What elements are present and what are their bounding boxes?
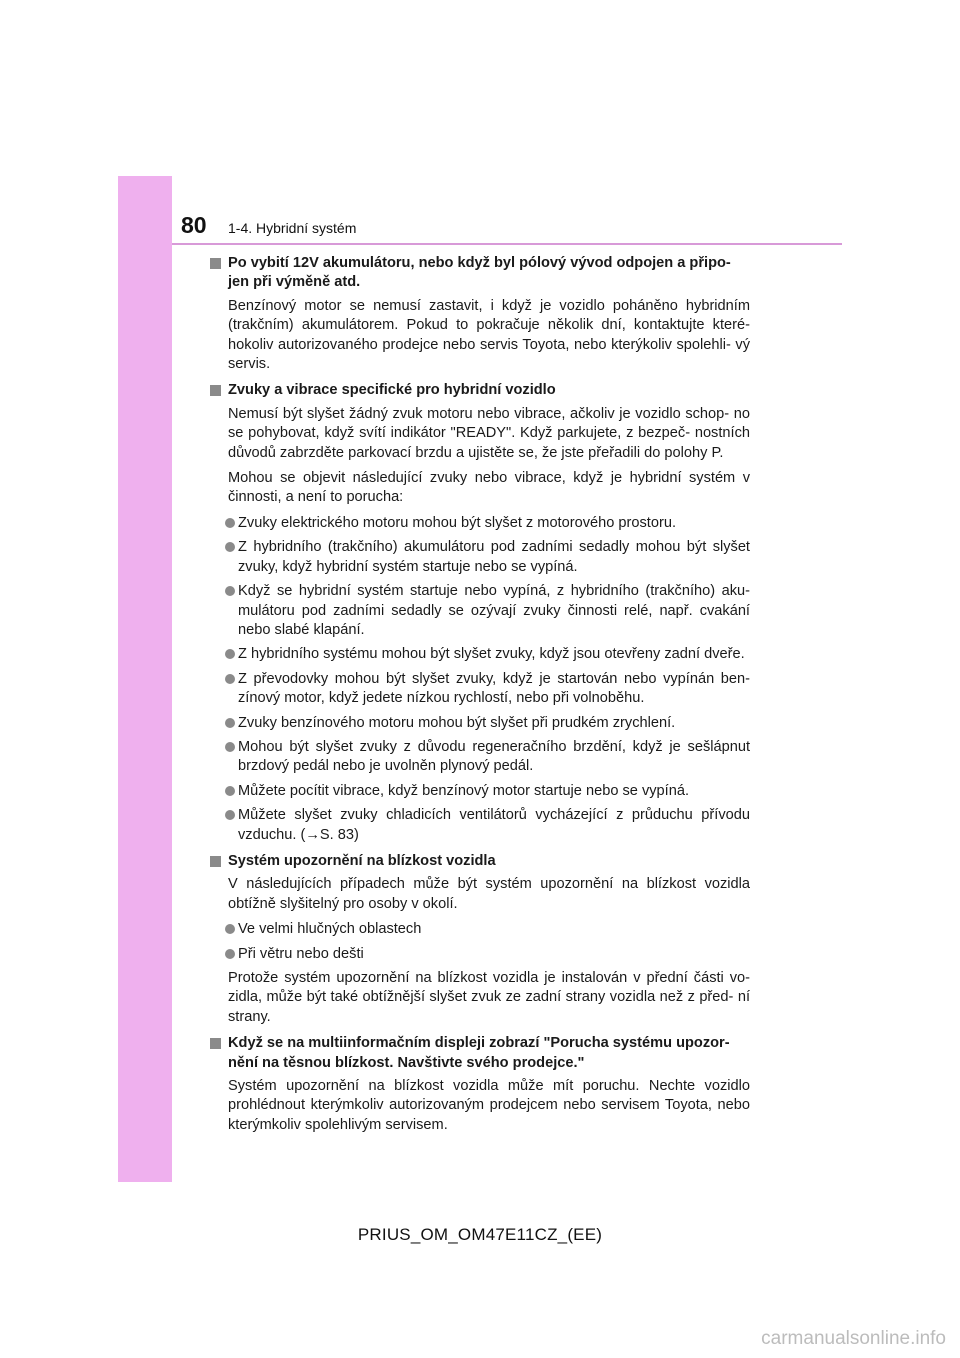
section-heading-text: Po vybití 12V akumulátoru, nebo když byl pólový vývod odpojen a připo- jen při výměně atd. bbox=[228, 255, 731, 291]
list-item-text: Při větru nebo dešti bbox=[238, 945, 364, 962]
list-item bbox=[210, 538, 750, 577]
round-bullet-icon bbox=[225, 649, 235, 659]
section-heading bbox=[210, 1034, 750, 1073]
section-heading-text: Systém upozornění na blízkost vozidla bbox=[228, 852, 496, 869]
list-item-text: Z převodovky mohou být slyšet zvuky, když je startován nebo vypínán ben- zínový motor, když jedete nízkou rychlostí, nebo při volnoběhu. bbox=[238, 670, 750, 707]
section-heading-text: Když se na multiinformačním displeji zobrazí "Porucha systému upozor- nění na těsnou blízkost. Navštivte svého prodejce." bbox=[228, 1035, 730, 1071]
section-heading bbox=[210, 852, 750, 871]
list-item bbox=[210, 945, 750, 964]
round-bullet-icon bbox=[225, 586, 235, 596]
round-bullet-icon bbox=[225, 949, 235, 959]
list-item-text: Můžete slyšet zvuky chladicích ventilátorů vycházející z průduchu přívodu vzduchu. (→S. 83) bbox=[238, 807, 750, 843]
square-bullet-icon bbox=[210, 258, 221, 269]
section-title: 1-4. Hybridní systém bbox=[228, 220, 357, 236]
round-bullet-icon bbox=[225, 518, 235, 528]
round-bullet-icon bbox=[225, 542, 235, 552]
list-item bbox=[210, 582, 750, 640]
list-item bbox=[210, 806, 750, 845]
section-battery bbox=[210, 254, 750, 374]
list-item-text: Zvuky elektrického motoru mohou být slyšet z motorového prostoru. bbox=[238, 514, 676, 531]
round-bullet-icon bbox=[225, 810, 235, 820]
paragraph: Benzínový motor se nemusí zastavit, i když je vozidlo poháněno hybridním (trakčním) akumulátorem. Pokud to pokračuje několik dní, kontaktujte které- hokoliv autorizovaného prodejce nebo servis Toyota, nebo kterýkoliv spolehli- vý servis. bbox=[228, 297, 750, 373]
square-bullet-icon bbox=[210, 1038, 221, 1049]
section-malfunction-message bbox=[210, 1034, 750, 1135]
section-heading bbox=[210, 254, 750, 293]
round-bullet-icon bbox=[225, 786, 235, 796]
section-noises bbox=[210, 381, 750, 845]
section-heading-text: Zvuky a vibrace specifické pro hybridní vozidlo bbox=[228, 382, 556, 399]
list-item bbox=[210, 738, 750, 777]
main-content bbox=[210, 254, 750, 1142]
list-item-text: Z hybridního systému mohou být slyšet zvuky, když jsou otevřeny zadní dveře. bbox=[238, 646, 745, 663]
section-heading bbox=[210, 381, 750, 400]
list-item-text: Můžete pocítit vibrace, když benzínový motor startuje nebo se vypíná. bbox=[238, 782, 690, 799]
list-item bbox=[210, 782, 750, 801]
list-item-text: Zvuky benzínového motoru mohou být slyšet při prudkém zrychlení. bbox=[238, 714, 676, 731]
list-item-text: Když se hybridní systém startuje nebo vypíná, z hybridního (trakčního) aku- mulátoru pod zadními sedadly se ozývají zvuky činnosti relé, např. cvakání nebo slabé klapání. bbox=[238, 583, 750, 638]
paragraph: Protože systém upozornění na blízkost vozidla je instalován v přední části vo- zidla, může být také obtížnější slyšet zvuk ze zadní strany vozidla než z před- ní strany. bbox=[228, 970, 750, 1025]
list-item-text: Z hybridního (trakčního) akumulátoru pod zadními sedadly mohou být slyšet zvuky, když hybridní systém startuje nebo se vypíná. bbox=[238, 539, 750, 575]
page-number: 80 bbox=[181, 212, 207, 238]
paragraph: V následujících případech může být systém upozornění na blízkost vozidla obtížně slyšitelný pro osoby v okolí. bbox=[228, 876, 750, 912]
document-code: PRIUS_OM_OM47E11CZ_(EE) bbox=[357, 1225, 603, 1244]
header-divider bbox=[172, 243, 842, 245]
bullet-list bbox=[210, 514, 750, 845]
list-item bbox=[210, 514, 750, 533]
chapter-tab-sidebar bbox=[118, 176, 172, 1182]
round-bullet-icon bbox=[225, 742, 235, 752]
square-bullet-icon bbox=[210, 385, 221, 396]
list-item-text: Ve velmi hlučných oblastech bbox=[238, 921, 422, 938]
paragraph: Nemusí být slyšet žádný zvuk motoru nebo vibrace, ačkoliv je vozidlo schop- no se pohybovat, když svítí indikátor "READY". Když parkujete, z bezpeč- nostních důvodů zabrzděte parkovací brzdu a ujistěte se, že jste přeřadili do polohy P. bbox=[228, 405, 750, 461]
list-item bbox=[210, 670, 750, 709]
paragraph: Systém upozornění na blízkost vozidla může mít poruchu. Nechte vozidlo prohlédnout kterýmkoliv autorizovaným prodejcem nebo servisem Toyota, nebo kterýmkoliv spolehlivým servisem. bbox=[228, 1078, 750, 1133]
bullet-list bbox=[210, 920, 750, 964]
section-proximity-warning bbox=[210, 852, 750, 1027]
round-bullet-icon bbox=[225, 718, 235, 728]
round-bullet-icon bbox=[225, 924, 235, 934]
list-item bbox=[210, 920, 750, 939]
square-bullet-icon bbox=[210, 856, 221, 867]
list-item bbox=[210, 714, 750, 733]
list-item-text: Mohou být slyšet zvuky z důvodu regeneračního brzdění, když je sešlápnut brzdový pedál nebo je uvolněn plynový pedál. bbox=[238, 738, 750, 775]
list-item bbox=[210, 645, 750, 664]
round-bullet-icon bbox=[225, 674, 235, 684]
watermark: carmanualsonline.info bbox=[761, 1328, 946, 1349]
paragraph: Mohou se objevit následující zvuky nebo vibrace, když je hybridní systém v činnosti, a není to porucha: bbox=[228, 470, 750, 506]
